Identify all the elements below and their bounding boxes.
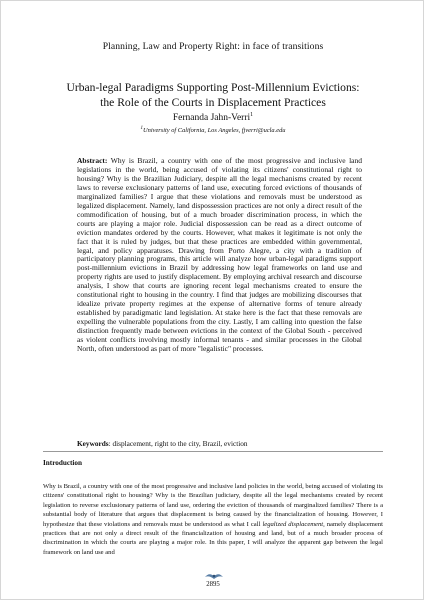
paper-title: [31, 81, 395, 110]
intro-text-1: Why is Brazil, a country with one of the most progressive and inclusive land policies in the world, being accused of violating its citizens' constitutional right to housing? Why is the Brazilian judiciary, despite all the legal mechanisms created by recent legislation to reverse exclusionary patterns of land use, ordering the eviction of thousands of marginalized families? There is a substantial body of literature that argues that displacement is being caused by the financialization of housing. However, I hypothesize that these violations and removals must be understood as what I call: [43, 483, 383, 528]
abstract: [77, 157, 362, 354]
section-heading: Introduction: [43, 459, 83, 467]
affiliation-superscript: 1: [140, 126, 144, 131]
intro-text-2: , namely displacement practices that are not only a direct result of the financialization of housing and land, but of a much broader process of discrimination in which the courts are playing a major role. In this paper, I will analyze the apparent gap between the legal framework on land use and: [43, 520, 383, 556]
keywords-label: Keywords: [77, 439, 109, 448]
intro-italic-term: legalized displacement: [262, 520, 324, 528]
running-head: Planning, Law and Property Right: in face of transitions: [102, 41, 324, 52]
section-divider: [43, 451, 383, 452]
page-number: 2895: [206, 581, 220, 588]
author-name: [1, 112, 424, 123]
title-line-1: Urban-legal Paradigms Supporting Post-Millennium Evictions:: [66, 81, 360, 94]
author-text: Fernanda Jahn-Verri: [172, 113, 251, 124]
keywords-text: : displacement, right to the city, Brazil, eviction: [108, 439, 248, 448]
title-line-2: the Role of the Courts in Displacement Practices: [100, 95, 326, 109]
abstract-text: Why is Brazil, a country with one of the most progressive and inclusive land legislations in the world, being accused of violating its citizens' constitutional right to housing? Why is the Brazilian Judiciary, despite all the legal mechanisms created by recent laws to reverse exclusionary patterns of land use, executing forced evictions of thousands of marginalized families? I argue that these violations and removals must be understood as legalized displacement. Namely, land dispossession practices are not only a direct result of the commodification of housing, but of a much broader discrimination process, in which the courts are playing a major role. Judicial dispossession can be read as a direct outcome of eviction mandates ordered by the courts. However, what makes it legitimate is not only the fact that it is ruled by judges, but that these practices are embedded within governmental, legal, and policy apparatuses. Drawing from Porto Alegre, a city with a tradition of participatory planning programs, this article will analyze how urban-legal paradigms support post-millennium evictions in Brazil by addressing how legal frameworks on land use and property rights are used to justify displacement. By employing archival research and discourse analysis, I show that courts are ignoring recent legal mechanisms created to ensure the constitutional right to housing in the country. I find that judges are mobilizing discourses that idealize private property regimes at the expense of alternative forms of tenure already established by paradigmatic land legislation. At stake here is the fact that these removals are expelling the vulnerable populations from the city. Lastly, I am calling into question the false distinction frequently made between evictions in the context of the Global South - perceived as violent conflicts involving mostly informal tenants - and similar processes in the Global North, often understood as part of more "legalistic" processes.: [77, 156, 362, 354]
keywords: [77, 439, 367, 448]
footer-ornament-icon: [204, 571, 224, 581]
abstract-label: Abstract:: [77, 156, 108, 165]
affiliation-text: University of California, Los Angeles, fjverri@ucla.edu: [143, 127, 286, 135]
affiliation: [1, 126, 424, 134]
author-superscript: 1: [250, 112, 254, 118]
intro-paragraph: [43, 482, 383, 557]
